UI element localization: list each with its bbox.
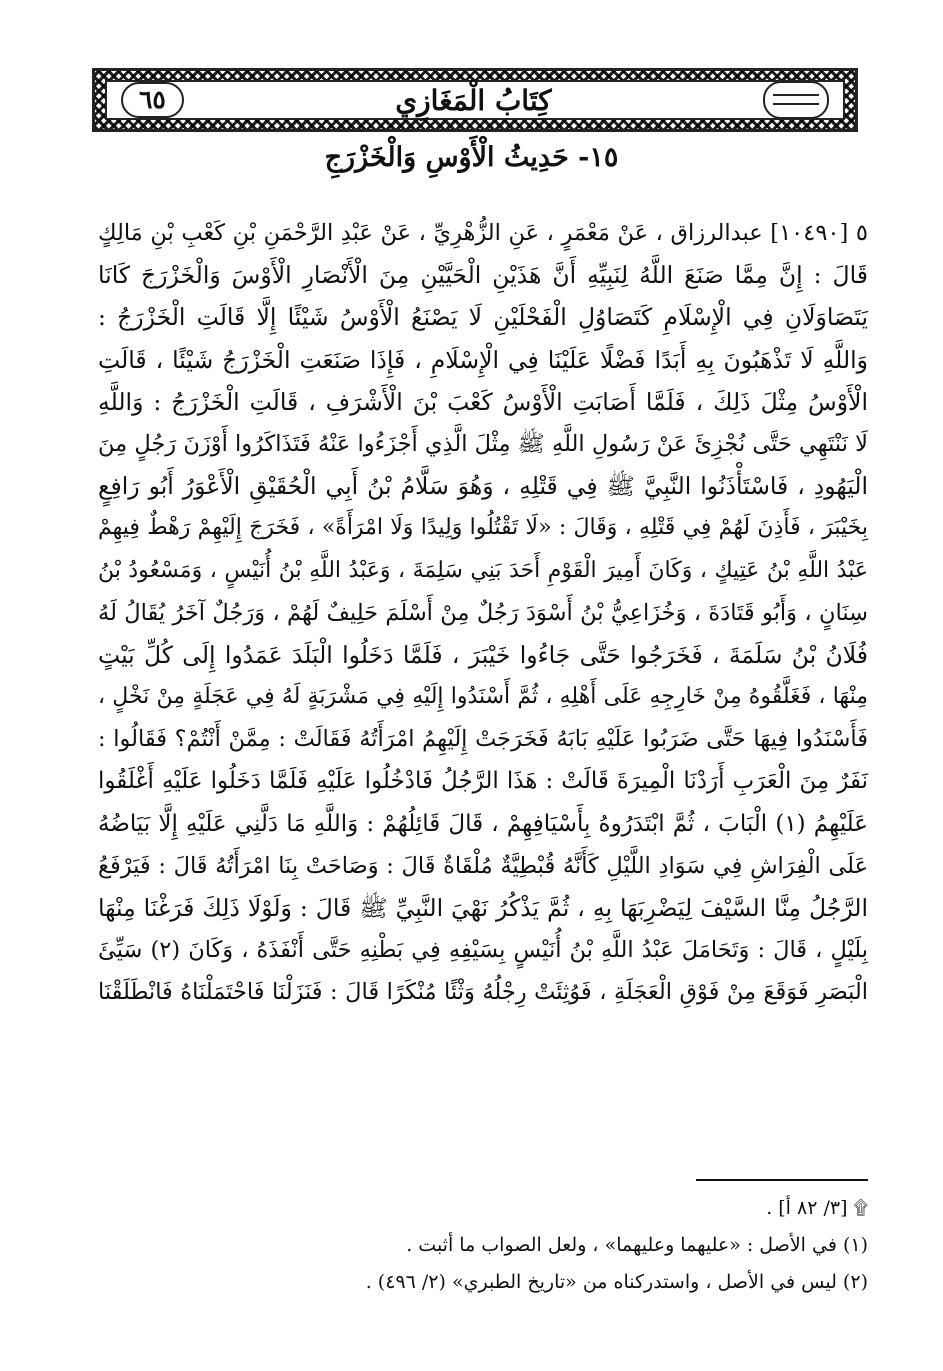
text-line: عَلَى الْفِرَاشِ فِي سَوَادِ اللَّيْلِ كَأَنَّهُ قُبْطِيَّةٌ مُلْقَاةٌ قَالَ : وَصَاحَتْ بِنَا امْرَأَتُهُ قَالَ : فَيَرْفَعُ: [98, 852, 868, 879]
text-line: عَبْدُ اللَّهِ بْنُ عَتِيكٍ ، وَكَانَ أَمِيرَ الْقَوْمِ أَحَدَ بَنِي سَلِمَةَ ، وَعَبْدُ اللَّهِ بْنُ أُنَيْسٍ ، وَمَسْعُودُ بْنُ: [98, 557, 868, 583]
text-line: الْأَوْسُ مِثْلَ ذَلِكَ ، فَلَمَّا أَصَابَتِ الْأَوْسُ كَعْبَ بْنَ الْأَشْرَفِ ، قَالَتِ الْخَزْرَجُ : وَاللَّهِ: [98, 387, 868, 416]
text-line: بِلَيْلٍ ، قَالَ : وَتَحَامَلَ عَبْدُ اللَّهِ بْنُ أُنَيْسٍ بِسَيْفِهِ فِي بَطْنِهِ حَتَّى أَنْفَذَهُ ، وَكَانَ (٢) سَيِّئَ: [98, 937, 868, 964]
publisher-logo: [763, 81, 829, 119]
text-line: نَفَرٌ مِنَ الْعَرَبِ أَرَدْنَا الْمِيرَةَ قَالَتْ : هَذَا الرَّجُلُ فَادْخُلُوا عَلَيْهِ فَلَمَّا دَخَلُوا عَلَيْهِ أَغْلَقُوا: [98, 768, 868, 795]
footnotes: [98, 1190, 868, 1301]
hadith-text: [98, 212, 868, 1014]
text-line: الرَّجُلُ مِنَّا السَّيْفَ لِيَضْرِبَهَا بِهِ ، ثُمَّ يَذْكُرُ نَهْيَ النَّبِيِّ ﷺ قَالَ : وَلَوْلَا ذَلِكَ فَرَغْنَا مِنْهَا: [98, 894, 868, 922]
footnote-2: (٢) ليس في الأصل ، واستدركناه من «تاريخ الطبري» (٢/ ٤٩٦) .: [365, 1271, 868, 1293]
running-header: [92, 68, 858, 132]
text-line: فُلَانُ بْنُ سَلَمَةَ ، فَخَرَجُوا حَتَّى جَاءُوا خَيْبَرَ ، فَلَمَّا دَخَلُوا الْبَلَدَ عَمَدُوا إِلَى كُلِّ بَيْتٍ: [98, 640, 868, 669]
text-line: فَأَسْنَدُوا فِيهَا حَتَّى ضَرَبُوا عَلَيْهِ بَابَهُ فَخَرَجَتْ إِلَيْهِمُ امْرَأَتُهُ فَقَالَتْ : مِمَّنْ أَنْتُمْ؟ فَقَالُوا :: [98, 726, 868, 753]
chapter-title: ١٥- حَدِيثُ الْأَوْسِ وَالْخَزْرَجِ: [324, 142, 619, 173]
footnote-folio: ۩ [٣/ ٨٢ أ] .: [766, 1197, 868, 1219]
text-line: لَا نَنْتَهِي حَتَّى نُجْزِئَ عَنْ رَسُولِ اللَّهِ ﷺ مِثْلَ الَّذِي أَجْزَءُوا عَنْهُ فَتَذَاكَرُوا أَوْزَنَ رَجُلٍ مِنَ: [98, 430, 868, 457]
header-frame: [105, 80, 845, 120]
text-line: وَاللَّهِ لَا تَذْهَبُونَ بِهِ أَبَدًا فَضْلًا عَلَيْنَا فِي الْإِسْلَامِ ، فَإِذَا صَنَعَتِ الْخَزْرَجُ شَيْئًا ، قَالَتِ: [98, 345, 868, 374]
text-line: سِنَانٍ ، وَأَبُو قَتَادَةَ ، وَخُزَاعِيُّ بْنُ أَسْوَدَ رَجُلٌ مِنْ أَسْلَمَ حَلِيفٌ لَهُمْ ، وَرَجُلٌ آخَرُ يُقَالُ لَهُ: [98, 599, 868, 626]
page-number: ٦٥: [121, 82, 184, 118]
text-line: قَالَ : إِنَّ مِمَّا صَنَعَ اللَّهُ لِنَبِيِّهِ أَنَّ هَذَيْنِ الْحَيَّيْنِ مِنَ الْأَنْصَارِ الْأَوْسَ وَالْخَزْرَجَ كَانَا: [98, 261, 868, 290]
text-line: يَتَصَاوَلَانِ فِي الْإِسْلَامِ كَتَصَاوُلِ الْفَحْلَيْنِ لَا يَصْنَعُ الْأَوْسُ شَيْئًا إِلَّا قَالَتِ الْخَزْرَجُ :: [98, 303, 868, 332]
book-title: كِتَابُ الْمَغَازِي: [395, 83, 552, 117]
footnote-separator: [696, 1179, 868, 1181]
footnote-1: (١) في الأصل : «عليهما وعليهما» ، ولعل الصواب ما أثبت .: [406, 1234, 868, 1256]
text-line: الْيَهُودِ ، فَاسْتَأْذَنُوا النَّبِيَّ ﷺ فِي قَتْلِهِ ، وَهُوَ سَلَّامُ بْنُ أَبِي الْحُقَيْقِ الْأَعْوَرُ أَبُو رَافِعٍ: [98, 472, 868, 501]
text-line: ٥ [١٠٤٩٠] عبدالرزاق ، عَنْ مَعْمَرٍ ، عَنِ الزُّهْرِيِّ ، عَنْ عَبْدِ الرَّحْمَنِ بْنِ كَعْبِ بْنِ مَالِكٍ: [98, 220, 869, 246]
text-line: الْبَصَرِ فَوَقَعَ مِنْ فَوْقِ الْعَجَلَةِ ، فَوُثِئَتْ رِجْلُهُ وَثْئًا مُنْكَرًا قَالَ : فَنَزَلْنَا فَاحْتَمَلْنَاهُ فَانْطَلَقْنَا: [98, 979, 868, 1006]
text-line: مِنْهَا ، فَغَلَّقُوهُ مِنْ خَارِجِهِ عَلَى أَهْلِهِ ، ثُمَّ أَسْنَدُوا إِلَيْهِ فِي مَشْرَبَةٍ لَهُ فِي عَجَلَةٍ مِنْ نَخْلٍ ،: [98, 684, 868, 710]
text-line: عَلَيْهِمُ (١) الْبَابَ ، ثُمَّ ابْتَدَرُوهُ بِأَسْيَافِهِمْ ، قَالَ قَائِلُهُمْ : وَاللَّهِ مَا دَلَّنِي عَلَيْهِ إِلَّا بَيَاضُهُ: [98, 810, 868, 837]
text-line: بِخَيْبَرَ ، فَأَذِنَ لَهُمْ فِي قَتْلِهِ ، وَقَالَ : «لَا تَقْتُلُوا وَلِيدًا وَلَا امْرَأَةً» ، فَخَرَجَ إِلَيْهِمْ رَهْطٌ فِيهِمْ: [98, 515, 868, 541]
